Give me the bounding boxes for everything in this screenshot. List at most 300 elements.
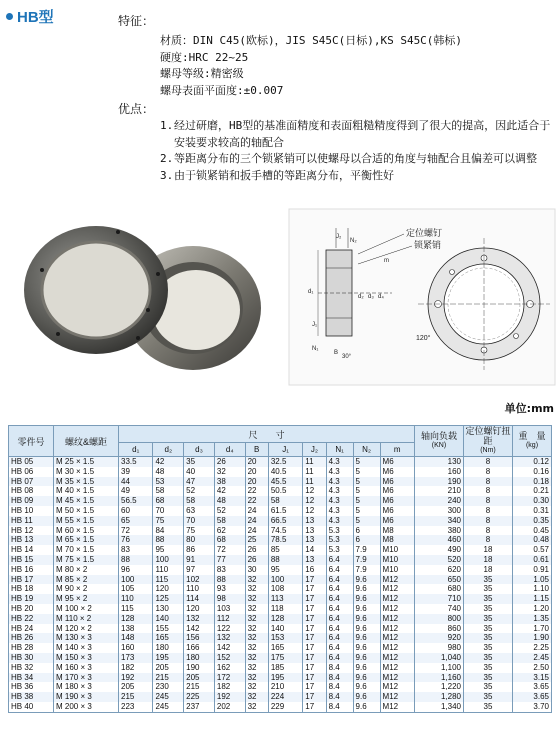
table-cell: 0.48 [513,535,552,545]
table-cell: 860 [415,624,464,634]
table-cell: 4.3 [326,516,353,526]
table-cell: 52 [214,506,245,516]
table-cell: 68 [153,496,184,506]
table-cell: M 110 × 2 [54,614,119,624]
subheader-cell: d₄ [214,443,245,457]
table-cell: 45.5 [268,477,302,487]
table-cell: 0.12 [513,457,552,467]
table-cell: HB 19 [9,594,54,604]
table-cell: M12 [380,663,414,673]
table-cell: 148 [119,633,153,643]
table-cell: 110 [153,565,184,575]
table-cell: 9.6 [353,653,380,663]
subheader-cell: N₁ [326,443,353,457]
header-weight: 重 量 (kg) [513,426,552,457]
table-cell: M12 [380,633,414,643]
table-cell: 118 [268,604,302,614]
table-cell: 18 [464,555,513,565]
table-cell: 125 [153,594,184,604]
table-cell: 30 [245,565,268,575]
table-cell: 245 [153,692,184,702]
table-cell: M 40 × 1.5 [54,486,119,496]
table-cell: HB 36 [9,682,54,692]
table-cell: 100 [119,575,153,585]
table-cell: 60 [119,506,153,516]
table-cell: 0.21 [513,486,552,496]
spec-flatness: 螺母表面平面度:±0.007 [160,83,284,97]
table-cell: 5 [353,477,380,487]
table-cell: M 60 × 1.5 [54,526,119,536]
table-cell: 3.65 [513,682,552,692]
table-cell: 35 [464,702,513,712]
table-row [9,575,552,585]
table-cell: 58 [214,516,245,526]
table-cell: 17 [303,692,326,702]
spec-grade: 螺母等级:精密级 [160,67,244,80]
table-cell: M12 [380,673,414,683]
table-row [9,467,552,477]
table-cell: 680 [415,584,464,594]
table-cell: 215 [119,692,153,702]
table-cell: M12 [380,575,414,585]
table-cell: 13 [303,555,326,565]
table-cell: 70 [153,506,184,516]
table-cell: 0.61 [513,555,552,565]
table-cell: HB 32 [9,663,54,673]
table-cell: 5.3 [326,535,353,545]
table-cell: 155 [153,624,184,634]
table-cell: 39 [119,467,153,477]
table-cell: M 65 × 1.5 [54,535,119,545]
table-cell: 223 [119,702,153,712]
table-cell: 42 [214,486,245,496]
table-cell: 2.25 [513,643,552,653]
table-cell: M 200 × 3 [54,702,119,712]
table-cell: 35 [464,673,513,683]
table-cell: 32 [214,467,245,477]
table-cell: M 120 × 2 [54,624,119,634]
table-cell: M 160 × 3 [54,663,119,673]
table-cell: 0.30 [513,496,552,506]
angle-120-label: 120° [416,335,431,342]
table-cell: 35 [464,663,513,673]
table-cell: 6 [353,526,380,536]
table-cell: 113 [268,594,302,604]
table-cell: 224 [268,692,302,702]
table-cell: 88 [214,575,245,585]
table-cell: 120 [184,604,215,614]
table-cell: 230 [153,682,184,692]
table-cell: 32 [245,604,268,614]
table-cell: HB 12 [9,526,54,536]
table-cell: 0.35 [513,516,552,526]
subheader-cell: m [380,443,414,457]
table-cell: 12 [303,496,326,506]
table-cell: 26 [245,555,268,565]
table-cell: M6 [380,506,414,516]
label-n1: N₁ [312,346,319,352]
table-cell: 8.4 [326,682,353,692]
table-cell: 33.5 [119,457,153,467]
table-cell: M6 [380,467,414,477]
label-m: m [384,258,389,264]
table-cell: 240 [415,496,464,506]
table-cell: M 90 × 2 [54,584,119,594]
table-cell: 138 [119,624,153,634]
table-cell: 165 [153,633,184,643]
section-title [6,6,54,27]
table-cell: M 45 × 1.5 [54,496,119,506]
subheader-cell: J₂ [303,443,326,457]
advantage-text: 等距离分布的三个锁紧销可以使螺母以合适的角度与轴配合且偏差可以调整 [174,152,537,165]
table-cell: M 25 × 1.5 [54,457,119,467]
table-row [9,496,552,506]
table-cell: 20 [245,477,268,487]
table-cell: M 55 × 1.5 [54,516,119,526]
table-cell: 6.4 [326,565,353,575]
table-cell: 1.35 [513,614,552,624]
table-cell: 32 [245,614,268,624]
table-cell: M 180 × 3 [54,682,119,692]
advantage-number: 2. [160,152,174,165]
table-cell: 4.3 [326,457,353,467]
table-cell: 32 [245,663,268,673]
label-d4: d₄ [378,294,384,300]
table-cell: 17 [303,633,326,643]
table-cell: 128 [268,614,302,624]
table-cell: 7.9 [353,545,380,555]
table-cell: 26 [214,457,245,467]
table-cell: 8 [464,467,513,477]
table-cell: 205 [119,682,153,692]
header-thread: 螺纹&螺距 [54,426,119,457]
table-cell: 32.5 [268,457,302,467]
table-cell: 7.9 [353,565,380,575]
table-cell: 132 [214,633,245,643]
table-cell: HB 13 [9,535,54,545]
table-cell: HB 30 [9,653,54,663]
table-cell: 5.3 [326,545,353,555]
table-cell: M 140 × 3 [54,643,119,653]
table-cell: 1.90 [513,633,552,643]
table-cell: 35 [464,614,513,624]
table-cell: M 80 × 2 [54,565,119,575]
table-cell: M12 [380,643,414,653]
advantage-number: 3. [160,168,174,182]
unit-label: 单位:mm [504,402,554,415]
table-cell: 75 [153,516,184,526]
table-cell: 165 [268,643,302,653]
table-cell: 215 [153,673,184,683]
spec-material: 材质：DIN C45(欧标)，JIS S45C(日标),KS S45C(韩标) [160,34,463,47]
table-cell: 1,100 [415,663,464,673]
table-cell: 0.45 [513,526,552,536]
table-cell: 180 [153,643,184,653]
table-cell: 24 [245,526,268,536]
table-cell: 6.4 [326,555,353,565]
table-row [9,614,552,624]
table-cell: 8 [464,477,513,487]
table-cell: 17 [303,653,326,663]
table-cell: 9.6 [353,663,380,673]
table-cell: 61.5 [268,506,302,516]
table-cell: 122 [214,624,245,634]
table-cell: HB 10 [9,506,54,516]
table-cell: M 190 × 3 [54,692,119,702]
table-cell: 5 [353,496,380,506]
table-cell: 5 [353,506,380,516]
table-cell: 8 [464,457,513,467]
table-cell: HB 28 [9,643,54,653]
table-cell: 9.6 [353,673,380,683]
table-cell: 11 [303,467,326,477]
table-cell: 76 [119,535,153,545]
table-cell: M6 [380,486,414,496]
table-cell: 40.5 [268,467,302,477]
table-cell: 35 [464,653,513,663]
table-cell: 9.6 [353,643,380,653]
table-cell: M12 [380,594,414,604]
subheader-cell: d₃ [184,443,215,457]
table-cell: 210 [268,682,302,692]
table-cell: 7.9 [353,555,380,565]
table-cell: 35 [464,643,513,653]
table-cell: 50.5 [268,486,302,496]
table-cell: 18 [464,545,513,555]
table-cell: 9.6 [353,692,380,702]
table-cell: M 30 × 1.5 [54,467,119,477]
table-cell: 0.31 [513,506,552,516]
table-cell: 8.4 [326,663,353,673]
table-cell: 20 [245,457,268,467]
header-dimensions: 尺 寸 [119,426,415,443]
label-lock-pin: 锁紧销 [414,240,442,250]
table-cell: 115 [153,575,184,585]
table-cell: 6.4 [326,633,353,643]
table-cell: 32 [245,673,268,683]
table-cell: M12 [380,584,414,594]
table-cell: 14 [303,545,326,555]
table-cell: 17 [303,643,326,653]
table-cell: 88 [153,535,184,545]
table-cell: HB 06 [9,467,54,477]
table-cell: HB 14 [9,545,54,555]
table-cell: 1,340 [415,702,464,712]
table-cell: M8 [380,535,414,545]
table-cell: 17 [303,682,326,692]
table-cell: 229 [268,702,302,712]
table-cell: 4.3 [326,486,353,496]
table-cell: 74.5 [268,526,302,536]
table-row [9,584,552,594]
table-cell: 9.6 [353,604,380,614]
table-cell: 153 [268,633,302,643]
table-cell: 32 [245,575,268,585]
header-part-no: 零件号 [9,426,54,457]
table-row [9,604,552,614]
table-cell: M12 [380,604,414,614]
table-cell: HB 16 [9,565,54,575]
table-cell: 190 [184,663,215,673]
table-cell: 520 [415,555,464,565]
table-cell: 128 [119,614,153,624]
table-cell: 32 [245,584,268,594]
table-cell: 35 [464,624,513,634]
table-cell: HB 17 [9,575,54,585]
bullet-icon [6,13,13,20]
table-cell: 97 [184,565,215,575]
table-cell: 75 [184,526,215,536]
table-cell: 180 [184,653,215,663]
table-cell: HB 09 [9,496,54,506]
table-cell: HB 08 [9,486,54,496]
table-cell: 202 [214,702,245,712]
table-cell: 6.4 [326,584,353,594]
table-cell: 100 [153,555,184,565]
table-cell: 86 [184,545,215,555]
table-cell: 13 [303,535,326,545]
subheader-cell: J₁ [268,443,302,457]
table-cell: 6.4 [326,594,353,604]
table-cell: 17 [303,594,326,604]
table-cell: 156 [184,633,215,643]
table-cell: 132 [184,614,215,624]
table-cell: 205 [153,663,184,673]
table-row [9,702,552,712]
table-cell: 110 [119,594,153,604]
header-axial-load: 轴向负载 (KN) [415,426,464,457]
table-cell: 215 [184,682,215,692]
table-cell: M 75 × 1.5 [54,555,119,565]
table-cell: HB 20 [9,604,54,614]
table-cell: M6 [380,516,414,526]
table-cell: 1,040 [415,653,464,663]
table-cell: 192 [119,673,153,683]
table-row [9,545,552,555]
table-cell: 245 [153,702,184,712]
table-cell: 8 [464,496,513,506]
table-cell: 8 [464,486,513,496]
table-cell: M 70 × 1.5 [54,545,119,555]
table-row [9,555,552,565]
table-cell: 160 [415,467,464,477]
table-cell: HB 24 [9,624,54,634]
table-cell: 80 [184,535,215,545]
table-row [9,516,552,526]
table-cell: 17 [303,575,326,585]
table-cell: 84 [153,526,184,536]
table-cell: M12 [380,614,414,624]
table-cell: 6.4 [326,643,353,653]
table-cell: M10 [380,565,414,575]
table-cell: 237 [184,702,215,712]
table-cell: 103 [214,604,245,614]
table-cell: 22 [245,486,268,496]
table-cell: HB 15 [9,555,54,565]
table-cell: 96 [119,565,153,575]
label-d3: d₃ [368,294,374,300]
advantage-item [160,151,555,168]
table-cell: M12 [380,624,414,634]
table-cell: M 130 × 3 [54,633,119,643]
table-cell: 0.16 [513,467,552,477]
table-cell: 740 [415,604,464,614]
table-cell: 195 [153,653,184,663]
table-cell: HB 22 [9,614,54,624]
table-cell: HB 18 [9,584,54,594]
table-cell: 980 [415,643,464,653]
table-cell: 5 [353,457,380,467]
table-cell: 920 [415,633,464,643]
label-j1: J₁ [312,322,318,328]
label-j2: J₂ [336,234,342,240]
table-cell: 35 [464,692,513,702]
table-row [9,594,552,604]
advantages-list [160,118,555,184]
table-cell: 0.91 [513,565,552,575]
table-cell: 58 [153,486,184,496]
table-row [9,692,552,702]
table-cell: 17 [303,702,326,712]
table-cell: 9.6 [353,702,380,712]
table-cell: 6.4 [326,624,353,634]
table-cell: HB 05 [9,457,54,467]
title-text: HB型 [17,9,54,26]
table-cell: 6.4 [326,575,353,585]
table-cell: 130 [415,457,464,467]
table-row [9,565,552,575]
table-cell: 35 [464,633,513,643]
table-cell: 182 [214,682,245,692]
table-cell: 11 [303,457,326,467]
table-cell: HB 07 [9,477,54,487]
table-cell: 105 [119,584,153,594]
table-cell: 17 [303,604,326,614]
table-cell: 56.5 [119,496,153,506]
table-cell: 8.4 [326,702,353,712]
table-cell: 65 [119,516,153,526]
table-cell: 3.70 [513,702,552,712]
table-cell: 9.6 [353,682,380,692]
table-row [9,477,552,487]
table-cell: M10 [380,545,414,555]
table-cell: 40 [184,467,215,477]
table-cell: 35 [464,584,513,594]
table-cell: M6 [380,457,414,467]
table-cell: 120 [153,584,184,594]
table-cell: 175 [268,653,302,663]
table-cell: 8.4 [326,673,353,683]
table-cell: 32 [245,633,268,643]
table-cell: 18 [464,565,513,575]
table-cell: 9.6 [353,584,380,594]
table-cell: 1.05 [513,575,552,585]
table-cell: 110 [184,584,215,594]
table-cell: 9.6 [353,624,380,634]
table-cell: 62 [214,526,245,536]
table-cell: 3.15 [513,673,552,683]
table-cell: 42 [153,457,184,467]
table-cell: 38 [214,477,245,487]
table-cell: 32 [245,653,268,663]
table-cell: 3.65 [513,692,552,702]
table-cell: 12 [303,506,326,516]
advantage-text: 由于锁紧销和扳手槽的等距离分布，平衡性好 [174,168,394,182]
table-row [9,682,552,692]
table-cell: 108 [268,584,302,594]
table-cell: 4.3 [326,467,353,477]
table-cell: 95 [268,565,302,575]
